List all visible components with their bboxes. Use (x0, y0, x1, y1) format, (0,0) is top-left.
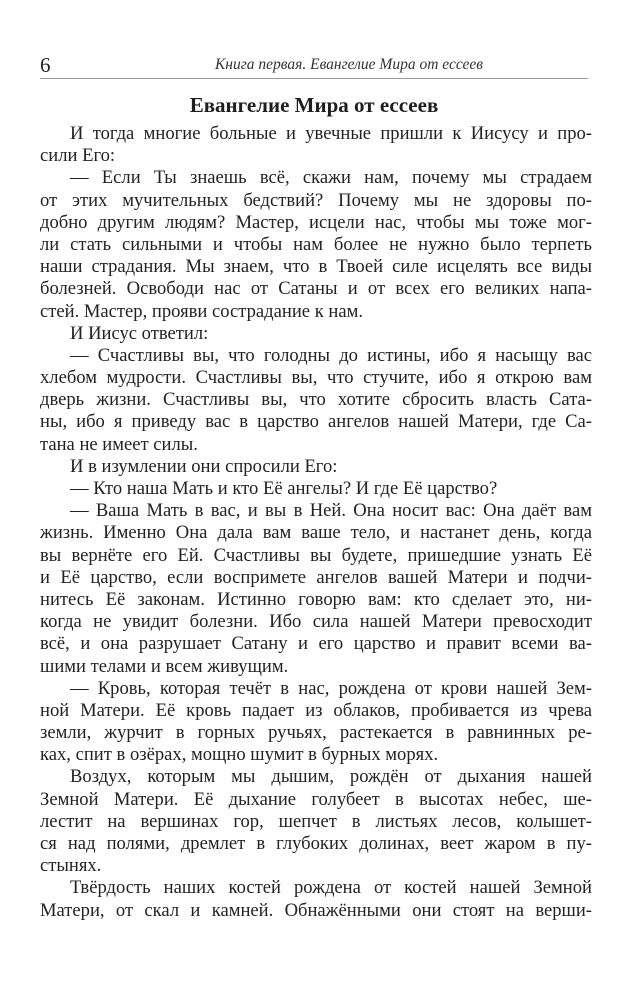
running-header (40, 52, 588, 79)
paragraph (40, 167, 592, 322)
text-line: — Кровь, которая течёт в нас, рождена от крови нашей Зем- (70, 677, 592, 699)
text-line: Матери, от скал и камней. Обнажёнными они стоят на верши- (40, 899, 592, 921)
text-line: от этих мучительных бедствий? Почему мы не здоровы по- (40, 189, 592, 211)
text-line: ках, спит в озёрах, мощно шумит в бурных морях. (40, 744, 439, 766)
text-line: ной Матери. Её кровь падает из облаков, пробивается из чрева (40, 699, 592, 721)
text-line: Воздух, которым мы дышим, рождён от дыхания нашей (70, 766, 592, 788)
text-line: ли стать сильными и чтобы нам более не нужно было терпеть (40, 233, 592, 255)
running-title: Книга первая. Евангелие Мира от ессеев (214, 56, 484, 73)
text-line: стынях. (40, 855, 102, 877)
text-line: Твёрдость наших костей рождена от костей нашей Земной (70, 877, 592, 899)
text-line: вы вернёте его Ей. Счастливы вы будете, пришедшие узнать Её (40, 544, 592, 566)
text-line: всё, и она разрушает Сатану и его царство и правит всеми ва- (40, 633, 592, 655)
text-line: тана не имеет силы. (40, 433, 198, 455)
body-text (40, 123, 592, 922)
text-line: болезней. Освободи нас от Сатаны и от всех его великих напа- (40, 278, 592, 300)
text-line: шими телами и всем живущим. (40, 655, 289, 677)
text-line: когда не увидит болезни. Ибо сила нашей Матери превосходит (40, 611, 592, 633)
text-line: дверь жизни. Счастливы вы, что хотите сбросить власть Сата- (40, 389, 592, 411)
page-number: 6 (40, 53, 51, 77)
paragraph (40, 456, 592, 478)
text-line: ны, ибо я приведу вас в царство ангелов нашей Матери, где Са- (40, 411, 592, 433)
paragraph (40, 323, 592, 345)
text-line: ся над полями, дремлет в глубоких долинах, веет жаром в пу- (40, 833, 592, 854)
text-line: — Счастливы вы, что голодны до истины, ибо я насыщу вас (70, 344, 592, 366)
text-line: и Её царство, если воспримете ангелов вашей Матери и подчи- (40, 566, 592, 588)
paragraph (40, 345, 592, 456)
text-line: — Кто наша Мать и кто Её ангелы? И где Её царство? (70, 478, 498, 499)
text-line: добно другим людям? Мастер, исцели нас, чтобы мы тоже мог- (40, 211, 592, 233)
paragraph (40, 678, 592, 767)
chapter-title: Евангелие Мира от ессеев (189, 93, 439, 117)
paragraph (40, 766, 592, 877)
paragraph (40, 123, 592, 167)
text-line: И тогда многие больные и увечные пришли к Иисусу и про- (70, 123, 592, 144)
text-line: нитесь Её законам. Истинно говорю вам: кто сделает это, ни- (40, 588, 592, 610)
text-line: — Ваша Мать в вас, и вы в Ней. Она носит вас: Она даёт вам (70, 500, 592, 522)
text-line: наши страдания. Мы знаем, что в Твоей силе исцелять все виды (40, 256, 592, 278)
text-line: И Иисус ответил: (70, 322, 209, 344)
text-line: И в изумлении они спросили Его: (70, 455, 338, 477)
paragraph (40, 877, 592, 921)
text-line: хлебом мудрости. Счастливы вы, что стучите, ибо я открою вам (40, 367, 592, 389)
text-line: земли, журчит в горных ручьях, растекается в равнинных ре- (40, 722, 592, 744)
text-line: — Если Ты знаешь всё, скажи нам, почему мы страдаем (70, 167, 592, 189)
text-line: сили Его: (40, 145, 116, 167)
text-line: лестит на вершинах гор, шепчет в листьях лесов, колышет- (40, 810, 592, 832)
text-line: жизнь. Именно Она дала вам ваше тело, и настанет день, когда (40, 522, 592, 544)
paragraph (40, 478, 592, 500)
text-line: Земной Матери. Её дыхание голубеет в высотах небес, ше- (40, 788, 592, 810)
paragraph (40, 500, 592, 678)
text-line: стей. Мастер, прояви сострадание к нам. (40, 300, 363, 322)
